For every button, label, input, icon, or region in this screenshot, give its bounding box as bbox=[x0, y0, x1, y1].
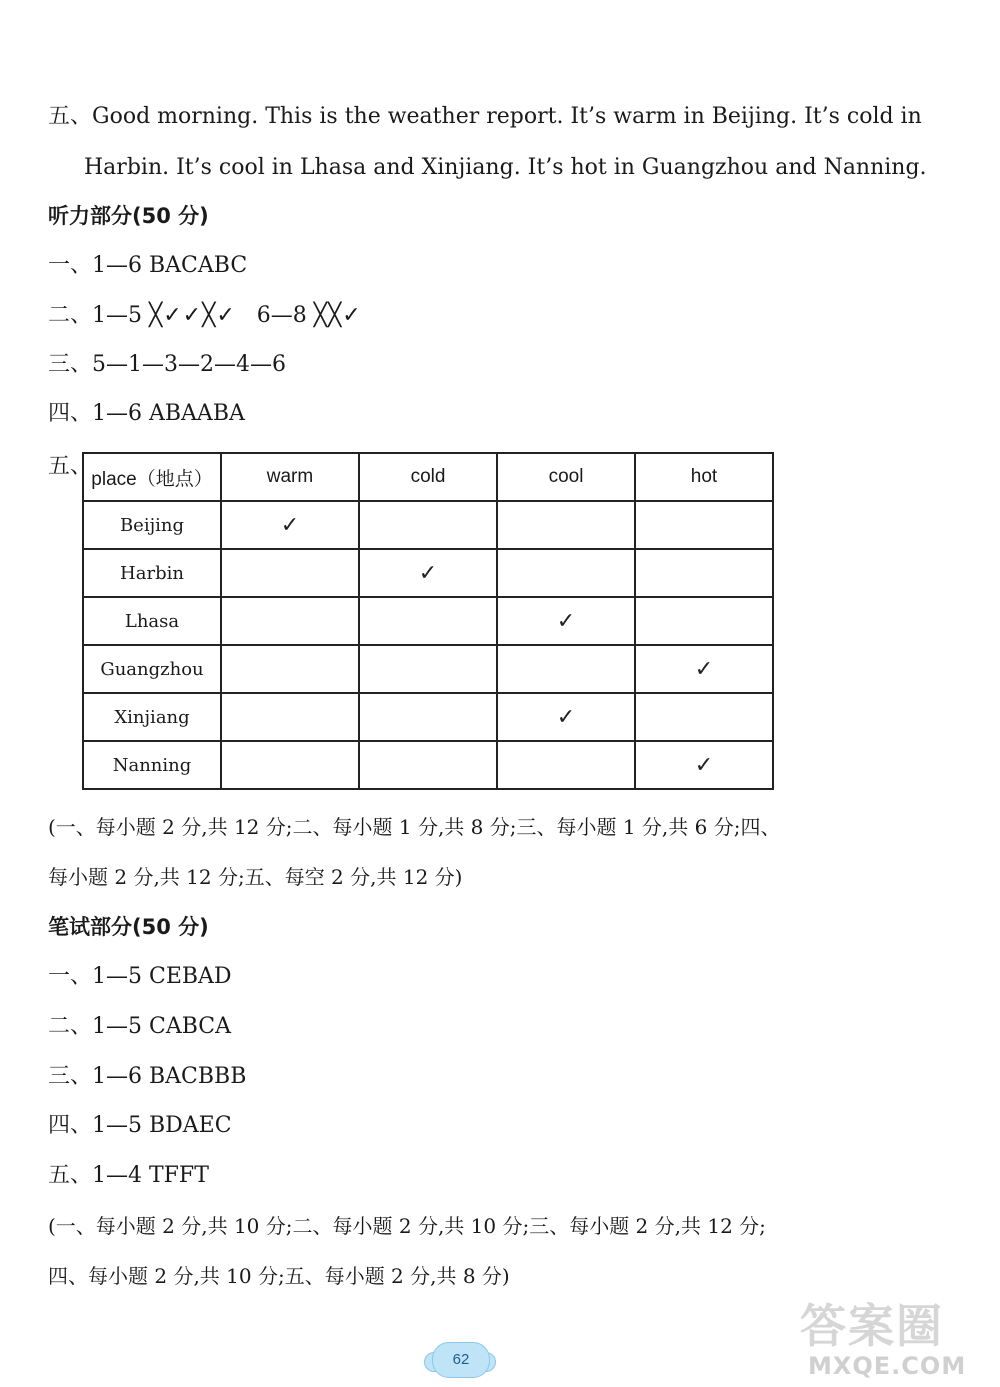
table-cell-place: Lhasa bbox=[83, 597, 221, 645]
writing-scoring-2: 四、每小题 2 分,共 10 分;五、每小题 2 分,共 8 分) bbox=[48, 1264, 510, 1288]
listening-answer-5-label: 五、 bbox=[48, 454, 93, 479]
listening-scoring-1: (一、每小题 2 分,共 12 分;二、每小题 1 分,共 8 分;三、每小题 1 分,共 6 分;四、 bbox=[48, 815, 781, 839]
table-cell-warm bbox=[221, 693, 359, 741]
table-cell-warm bbox=[221, 549, 359, 597]
table-cell-warm bbox=[221, 645, 359, 693]
reading-line-1: 五、Good morning. This is the weather report. It’s warm in Beijing. It’s cold in bbox=[48, 104, 922, 129]
table-cell-cold bbox=[359, 741, 497, 789]
writing-answer-3: 三、1—6 BACBBB bbox=[48, 1064, 247, 1089]
checkmark-icon: ✓ bbox=[694, 656, 714, 682]
listening-answer-2-marks-b: ╳╳✓ bbox=[313, 303, 362, 328]
table-cell-warm bbox=[221, 597, 359, 645]
table-cell-place: Xinjiang bbox=[83, 693, 221, 741]
listening-heading: 听力部分(50 分) bbox=[48, 204, 209, 228]
table-cell-place: Guangzhou bbox=[83, 645, 221, 693]
listening-answer-2-marks-a: ╳✓✓╳✓ bbox=[149, 303, 236, 328]
checkmark-icon: ✓ bbox=[556, 704, 576, 730]
table-header-warm: warm bbox=[221, 453, 359, 501]
watermark-logo: 答案圈 bbox=[800, 1299, 944, 1353]
reading-line-2: Harbin. It’s cool in Lhasa and Xinjiang. It’s hot in Guangzhou and Nanning. bbox=[84, 155, 927, 180]
listening-answer-2-range-b: 6—8 bbox=[256, 303, 307, 328]
writing-answer-4: 四、1—5 BDAEC bbox=[48, 1113, 232, 1138]
checkmark-icon: ✓ bbox=[418, 560, 438, 586]
watermark-url: MXQE.COM bbox=[808, 1352, 967, 1380]
table-cell-hot bbox=[635, 501, 773, 549]
table-cell-warm bbox=[221, 501, 359, 549]
weather-table bbox=[82, 452, 774, 790]
listening-scoring-2: 每小题 2 分,共 12 分;五、每空 2 分,共 12 分) bbox=[48, 865, 463, 889]
table-cell-cool bbox=[497, 741, 635, 789]
writing-answer-5: 五、1—4 TFFT bbox=[48, 1163, 209, 1188]
page-number: 62 bbox=[432, 1342, 490, 1378]
checkmark-icon: ✓ bbox=[556, 608, 576, 634]
table-cell-cool bbox=[497, 645, 635, 693]
table-cell-hot bbox=[635, 597, 773, 645]
table-cell-cold bbox=[359, 501, 497, 549]
table-cell-cold bbox=[359, 597, 497, 645]
writing-answer-1: 一、1—5 CEBAD bbox=[48, 964, 232, 989]
table-row bbox=[83, 549, 773, 597]
table-header-place: place（地点） bbox=[83, 453, 221, 501]
table-cell-cool bbox=[497, 501, 635, 549]
table-header-cold: cold bbox=[359, 453, 497, 501]
table-header-hot: hot bbox=[635, 453, 773, 501]
table-cell-cool bbox=[497, 549, 635, 597]
table-cell-place: Beijing bbox=[83, 501, 221, 549]
listening-answer-2 bbox=[48, 301, 362, 331]
checkmark-icon: ✓ bbox=[280, 512, 300, 538]
table-row bbox=[83, 501, 773, 549]
table-cell-hot bbox=[635, 549, 773, 597]
listening-answer-4: 四、1—6 ABAABA bbox=[48, 401, 245, 426]
table-cell-place: Harbin bbox=[83, 549, 221, 597]
table-cell-cool bbox=[497, 693, 635, 741]
table-row bbox=[83, 741, 773, 789]
table-cell-hot bbox=[635, 645, 773, 693]
table-cell-warm bbox=[221, 741, 359, 789]
table-cell-cool bbox=[497, 597, 635, 645]
table-cell-cold bbox=[359, 645, 497, 693]
table-header-cool: cool bbox=[497, 453, 635, 501]
writing-answer-2: 二、1—5 CABCA bbox=[48, 1014, 232, 1039]
listening-answer-2-label: 二、1—5 bbox=[48, 303, 142, 328]
table-cell-hot bbox=[635, 693, 773, 741]
table-row bbox=[83, 693, 773, 741]
checkmark-icon: ✓ bbox=[694, 752, 714, 778]
table-cell-cold bbox=[359, 693, 497, 741]
listening-answer-1: 一、1—6 BACABC bbox=[48, 253, 248, 278]
table-cell-place: Nanning bbox=[83, 741, 221, 789]
table-cell-cold bbox=[359, 549, 497, 597]
listening-answer-3: 三、5—1—3—2—4—6 bbox=[48, 352, 286, 377]
writing-heading: 笔试部分(50 分) bbox=[48, 915, 209, 939]
table-row bbox=[83, 597, 773, 645]
table-cell-hot bbox=[635, 741, 773, 789]
table-row bbox=[83, 645, 773, 693]
writing-scoring-1: (一、每小题 2 分,共 10 分;二、每小题 2 分,共 10 分;三、每小题 2 分,共 12 分; bbox=[48, 1214, 766, 1238]
table-header-row bbox=[83, 453, 773, 501]
